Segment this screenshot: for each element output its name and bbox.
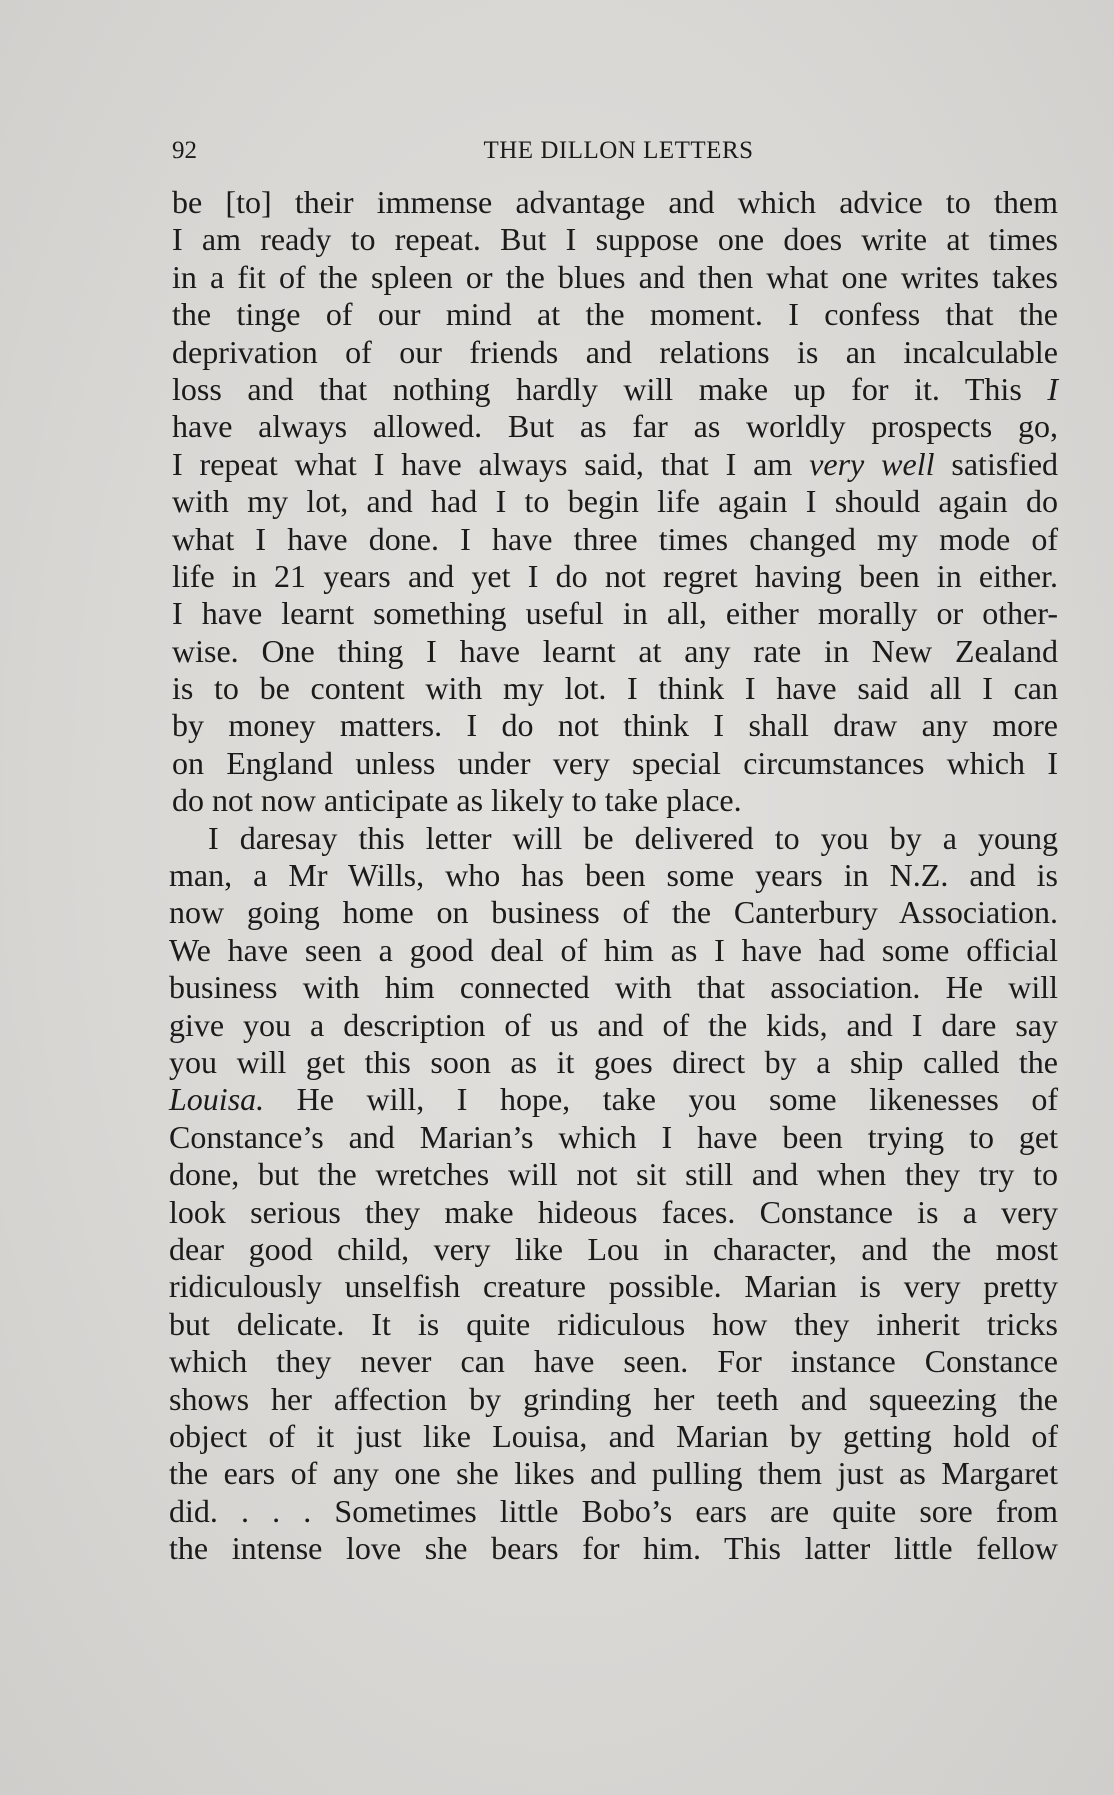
text-line: be [to] their immense advantage and which advice to them: [172, 184, 1058, 220]
italic-phrase: very well: [809, 445, 935, 482]
text-line: shows her affection by grinding her teeth and squeezing the: [169, 1380, 1058, 1417]
text-line-part: He will, I hope, take you some likenesses of: [296, 1081, 1059, 1118]
letter-text: [169, 184, 1059, 1567]
italic-word: I: [1047, 370, 1059, 407]
text-line: what I have done. I have three times changed my mode of: [172, 520, 1058, 557]
text-line: I am ready to repeat. But I suppose one does write at times: [172, 221, 1058, 258]
text-line-part: satisfied: [951, 445, 1059, 482]
text-line: you will get this soon as it goes direct by a ship called the: [169, 1043, 1058, 1080]
text-line: I daresay this letter will be delivered to you by a young: [208, 819, 1058, 856]
text-line: man, a Mr Wills, who has been some years in N.Z. and is: [169, 857, 1058, 894]
text-line: [172, 371, 1058, 408]
text-line: which they never can have seen. For instance Constance: [169, 1343, 1058, 1380]
text-line: I have learnt something useful in all, either morally or other-: [172, 595, 1058, 632]
text-line: Constance’s and Marian’s which I have been trying to get: [169, 1118, 1058, 1155]
text-line: done, but the wretches will not sit still and when they try to: [169, 1156, 1058, 1193]
text-line: give you a description of us and of the kids, and I dare say: [169, 1006, 1058, 1043]
text-line: business with him connected with that association. He will: [169, 969, 1058, 1006]
running-title: THE DILLON LETTERS: [483, 137, 754, 164]
text-line: the intense love she bears for him. This latter little fellow: [169, 1530, 1058, 1567]
text-line: in a fit of the spleen or the blues and then what one writes takes: [172, 258, 1058, 295]
text-line: the tinge of our mind at the moment. I confess that the: [172, 296, 1058, 333]
text-line: is to be content with my lot. I think I have said all I can: [172, 670, 1058, 707]
text-line: [169, 1081, 1058, 1118]
text-line: have always allowed. But as far as worldly prospects go,: [172, 408, 1058, 445]
text-line: now going home on business of the Canterbury Association.: [169, 894, 1058, 931]
text-line: did. . . . Sometimes little Bobo’s ears are quite sore from: [169, 1492, 1058, 1529]
text-line: with my lot, and had I to begin life again I should again do: [172, 483, 1058, 520]
text-line: deprivation of our friends and relations is an incalculable: [172, 333, 1058, 370]
text-line: We have seen a good deal of him as I have had some official: [169, 931, 1058, 968]
text-line: dear good child, very like Lou in character, and the most: [169, 1230, 1058, 1267]
text-line-part: I repeat what I have always said, that I am: [172, 445, 793, 482]
text-line: by money matters. I do not think I shall draw any more: [172, 707, 1058, 744]
text-line: on England unless under very special circumstances which I: [172, 744, 1058, 781]
page-number: 92: [172, 137, 197, 164]
text-line-part: loss and that nothing hardly will make up for it. This: [172, 370, 1022, 407]
text-line: but delicate. It is quite ridiculous how they inherit tricks: [169, 1305, 1058, 1342]
text-line: object of it just like Louisa, and Marian by getting hold of: [169, 1417, 1058, 1454]
running-head: [172, 134, 1055, 168]
text-line: ridiculously unselfish creature possible. Marian is very pretty: [169, 1268, 1058, 1305]
italic-word: Louisa.: [169, 1081, 265, 1118]
text-line: look serious they make hideous faces. Constance is a very: [169, 1193, 1058, 1230]
text-line: [172, 446, 1058, 483]
text-line: life in 21 years and yet I do not regret having been in either.: [172, 557, 1058, 594]
text-line: the ears of any one she likes and pulling them just as Margaret: [169, 1455, 1058, 1492]
text-line: wise. One thing I have learnt at any rate in New Zealand: [172, 632, 1058, 669]
text-line: do not now anticipate as likely to take place.: [172, 782, 742, 819]
